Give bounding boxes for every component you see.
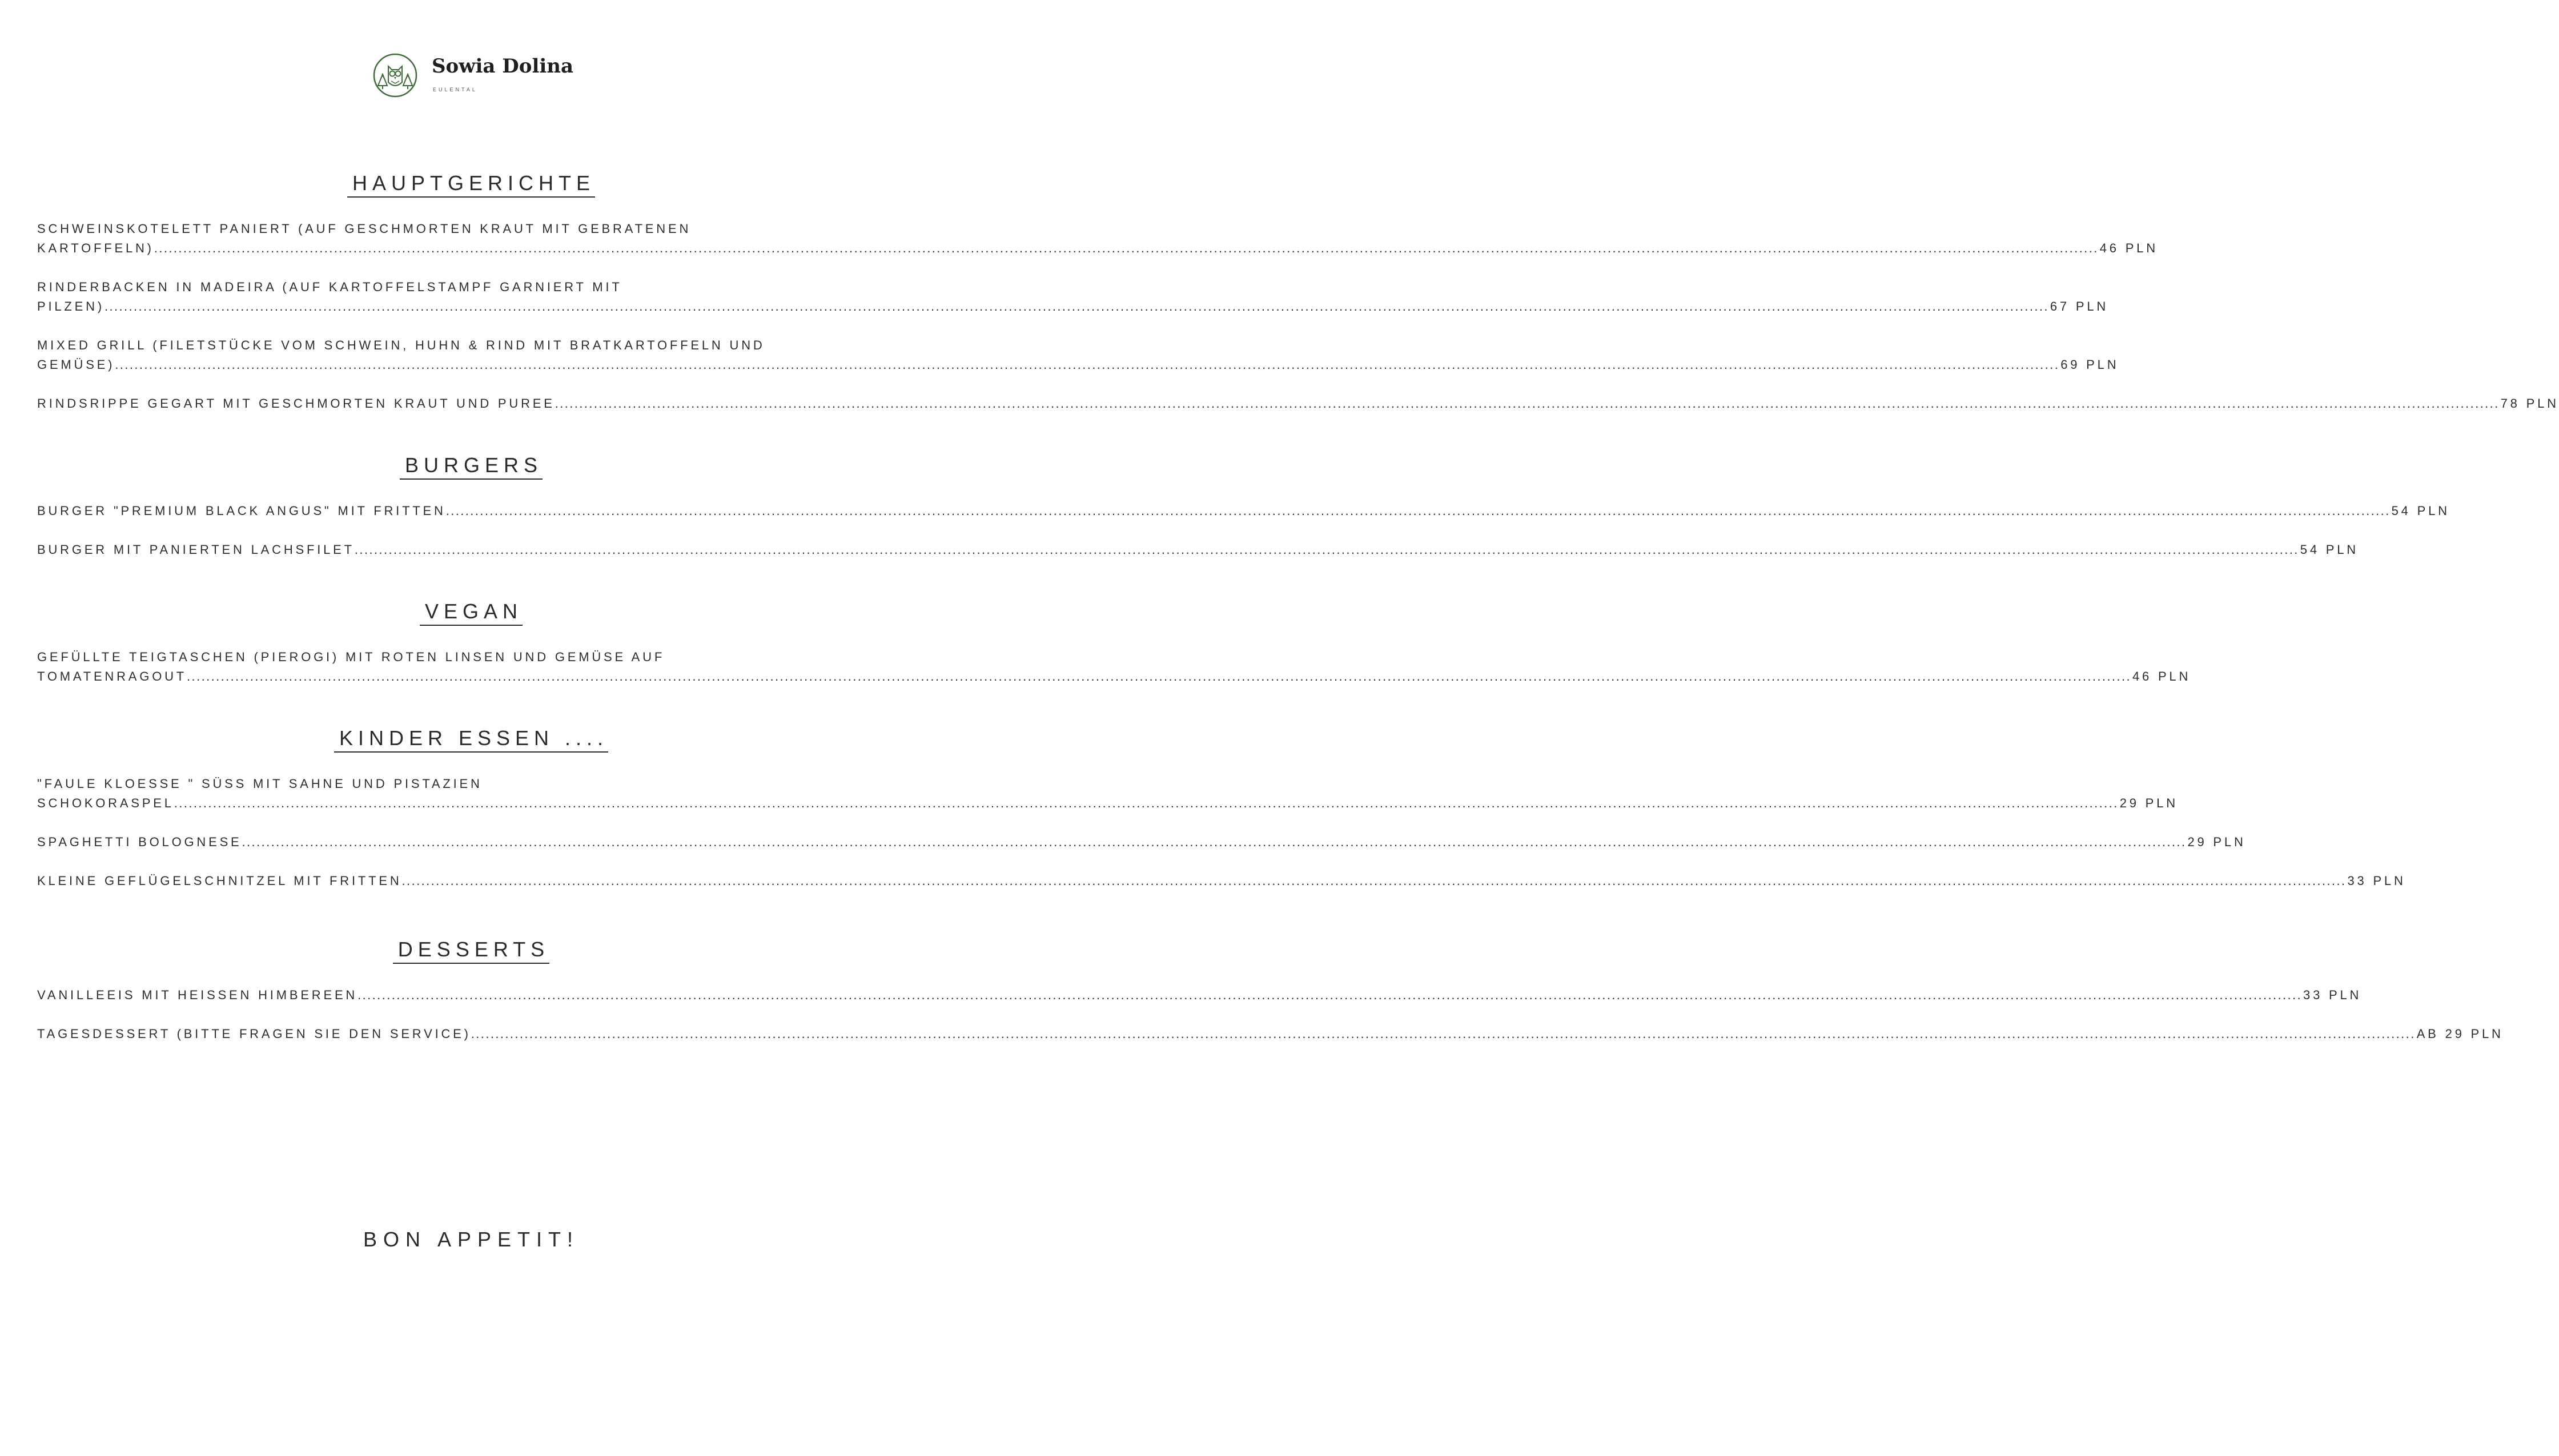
menu-item <box>37 540 2359 560</box>
menu-item-name: VANILLEEIS MIT HEISSEN HIMBEREEN <box>37 988 358 1002</box>
menu-item <box>37 501 2450 521</box>
menu-item-name: GEMÜSE) <box>37 357 115 372</box>
menu-item-name: KARTOFFELN) <box>37 241 154 255</box>
section-title-desserts <box>0 938 942 965</box>
menu-item-name: BURGER MIT PANIERTEN LACHSFILET <box>37 542 355 557</box>
menu-item-name: BURGER "PREMIUM BLACK ANGUS" MIT FRITTEN <box>37 504 446 518</box>
section-title-text: KINDER ESSEN .... <box>334 726 608 753</box>
menu-item-price: 29 PLN <box>2187 835 2246 849</box>
menu-item <box>37 219 2158 258</box>
menu-item-name: TAGESDESSERT (BITTE FRAGEN SIE DEN SERVICE) <box>37 1027 471 1041</box>
menu-item <box>37 277 2109 316</box>
menu-item <box>37 394 2559 413</box>
menu-item-price: 33 PLN <box>2347 874 2406 888</box>
brand-name: Sowia Dolina <box>432 55 574 78</box>
menu-item-row <box>37 394 2559 413</box>
closing-text: BON APPETIT! <box>363 1228 580 1251</box>
menu-item-description: "FAULE KLOESSE " SÜSS MIT SAHNE UND PISTAZIEN <box>37 777 483 791</box>
dot-leader: ................................................................................................................................................................................................................................................................................................................................................................................................................ <box>115 357 2060 372</box>
section-title-burgers <box>0 453 942 481</box>
menu-item-name: TOMATENRAGOUT <box>37 669 187 683</box>
menu-item-name: PILZEN) <box>37 299 105 313</box>
menu-item-price: 69 PLN <box>2060 357 2119 372</box>
dot-leader: ................................................................................................................................................................................................................................................................................................................................................................................................................ <box>187 669 2131 683</box>
dot-leader: ................................................................................................................................................................................................................................................................................................................................................................................................................ <box>174 796 2119 810</box>
menu-item-row <box>37 501 2450 521</box>
menu-item <box>37 336 2119 375</box>
menu-item-name: SPAGHETTI BOLOGNESE <box>37 835 242 849</box>
menu-item <box>37 647 2191 686</box>
menu-item <box>37 986 2362 1005</box>
dot-leader: ................................................................................................................................................................................................................................................................................................................................................................................................................ <box>471 1027 2416 1041</box>
menu-item-name: RINDSRIPPE GEGART MIT GESCHMORTEN KRAUT UND PUREE <box>37 396 555 411</box>
dot-leader: ................................................................................................................................................................................................................................................................................................................................................................................................................ <box>104 299 2049 313</box>
owl-forest-logo-icon <box>372 53 418 98</box>
section-title-text: VEGAN <box>420 600 523 626</box>
section-title-text: DESSERTS <box>393 938 549 964</box>
menu-item-price: AB 29 PLN <box>2416 1027 2504 1041</box>
menu-item <box>37 1024 2504 1044</box>
brand-header <box>372 53 601 102</box>
menu-item-price: 33 PLN <box>2303 988 2362 1002</box>
menu-item-row <box>37 355 2119 375</box>
menu-item-price: 46 PLN <box>2099 241 2158 255</box>
brand-subtitle: EULENTAL <box>433 87 477 92</box>
menu-item-row <box>37 1024 2504 1044</box>
section-title-kinder-essen <box>0 726 942 754</box>
menu-item-price: 78 PLN <box>2500 396 2559 411</box>
menu-item-price: 67 PLN <box>2050 299 2109 313</box>
menu-item-price: 54 PLN <box>2300 542 2359 557</box>
section-title-text: HAUPTGERICHTE <box>347 171 595 198</box>
menu-item-description: RINDERBACKEN IN MADEIRA (AUF KARTOFFELSTAMPF GARNIERT MIT <box>37 280 622 294</box>
menu-item <box>37 774 2178 813</box>
menu-item-row <box>37 871 2406 891</box>
dot-leader: ................................................................................................................................................................................................................................................................................................................................................................................................................ <box>154 241 2099 255</box>
menu-item-row <box>37 986 2362 1005</box>
menu-item-name: SCHOKORASPEL <box>37 796 174 810</box>
dot-leader: ................................................................................................................................................................................................................................................................................................................................................................................................................ <box>242 835 2187 849</box>
menu-item-price: 54 PLN <box>2391 504 2450 518</box>
section-title-text: BURGERS <box>400 453 543 480</box>
menu-item-row <box>37 667 2191 686</box>
section-title-hauptgerichte <box>0 171 942 199</box>
menu-item-description: SCHWEINSKOTELETT PANIERT (AUF GESCHMORTEN KRAUT MIT GEBRATENEN <box>37 222 692 236</box>
menu-item-row <box>37 540 2359 560</box>
menu-item-row <box>37 297 2109 316</box>
menu-item <box>37 832 2246 852</box>
section-title-vegan <box>0 600 942 627</box>
dot-leader: ................................................................................................................................................................................................................................................................................................................................................................................................................ <box>401 874 2347 888</box>
menu-item-row <box>37 239 2158 258</box>
menu-item-description: GEFÜLLTE TEIGTASCHEN (PIEROGI) MIT ROTEN LINSEN UND GEMÜSE AUF <box>37 650 665 664</box>
menu-item <box>37 871 2406 891</box>
dot-leader: ................................................................................................................................................................................................................................................................................................................................................................................................................ <box>555 396 2500 411</box>
menu-item-row <box>37 832 2246 852</box>
menu-item-name: KLEINE GEFLÜGELSCHNITZEL MIT FRITTEN <box>37 874 402 888</box>
menu-item-description: MIXED GRILL (FILETSTÜCKE VOM SCHWEIN, HUHN & RIND MIT BRATKARTOFFELN UND <box>37 338 765 352</box>
menu-item-price: 46 PLN <box>2132 669 2191 683</box>
menu-item-row <box>37 794 2178 813</box>
dot-leader: ................................................................................................................................................................................................................................................................................................................................................................................................................ <box>354 542 2299 557</box>
dot-leader: ................................................................................................................................................................................................................................................................................................................................................................................................................ <box>445 504 2391 518</box>
menu-item-price: 29 PLN <box>2119 796 2178 810</box>
dot-leader: ................................................................................................................................................................................................................................................................................................................................................................................................................ <box>357 988 2303 1002</box>
